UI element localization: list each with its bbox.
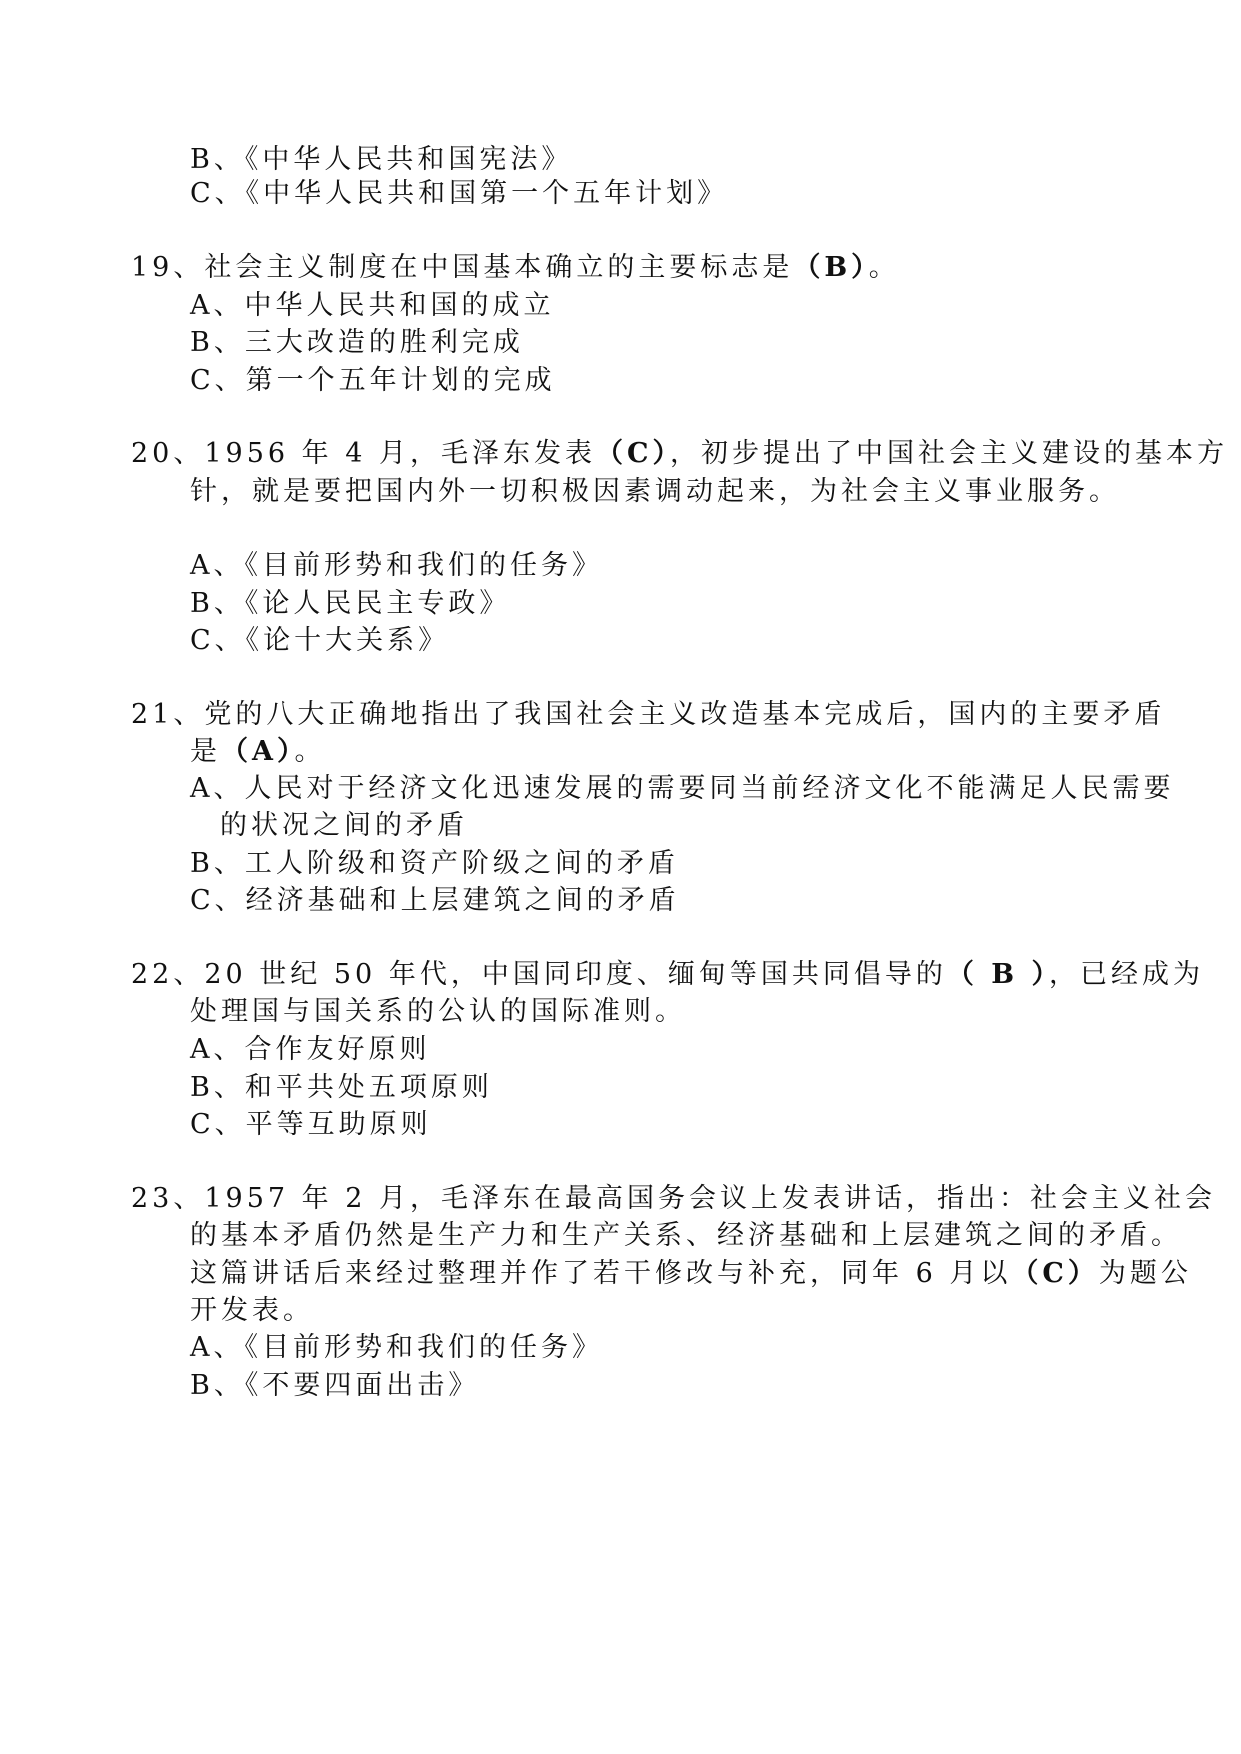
q23-option-b: B、《不要四面出击》	[190, 1370, 480, 1401]
q21-stem-line1: 21、党的八大正确地指出了我国社会主义改造基本完成后，国内的主要矛盾	[131, 699, 1166, 730]
q21-stem-end: 。	[294, 736, 326, 767]
q23-option-a: A、《目前形势和我们的任务》	[190, 1332, 603, 1363]
q23-stem-line4: 开发表。	[190, 1295, 314, 1326]
q22-answer: （ B ）	[946, 959, 1049, 990]
q21-option-c: C、经济基础和上层建筑之间的矛盾	[190, 885, 680, 916]
q18-option-b: B、《中华人民共和国宪法》	[190, 144, 573, 175]
q20-option-a: A、《目前形势和我们的任务》	[190, 550, 603, 581]
q19-stem-end: 。	[868, 252, 900, 283]
q22-option-b: B、和平共处五项原则	[190, 1072, 493, 1103]
q19-stem-text: 19、社会主义制度在中国基本确立的主要标志是	[131, 252, 794, 283]
q20-option-b: B、《论人民民主专政》	[190, 588, 511, 619]
q20-stem-line2: 针，就是要把国内外一切积极因素调动起来，为社会主义事业服务。	[190, 476, 1120, 507]
q22-option-c: C、平等互助原则	[190, 1109, 432, 1140]
q22-stem-line2: 处理国与国关系的公认的国际准则。	[190, 996, 686, 1027]
q20-stem-line1	[131, 436, 1228, 472]
q23-stem-line1: 23、1957 年 2 月，毛泽东在最高国务会议上发表讲话，指出：社会主义社会	[131, 1183, 1216, 1214]
q18-option-c: C、《中华人民共和国第一个五年计划》	[190, 178, 729, 209]
q21-stem-line2	[190, 734, 325, 770]
q23-stem-line2: 的基本矛盾仍然是生产力和生产关系、经济基础和上层建筑之间的矛盾。	[190, 1220, 1182, 1251]
q21-option-a-line2: 的状况之间的矛盾	[220, 810, 468, 841]
q21-answer: （A）	[221, 736, 295, 767]
q22-stem-line1	[131, 957, 1204, 993]
q19-option-a: A、中华人民共和国的成立	[190, 290, 555, 321]
q23-answer: （C）	[1011, 1258, 1099, 1289]
q21-option-b: B、工人阶级和资产阶级之间的矛盾	[190, 848, 679, 879]
q19-answer: （B）	[793, 252, 869, 283]
q22-stem-text: 22、20 世纪 50 年代，中国同印度、缅甸等国共同倡导的	[131, 959, 947, 990]
q22-option-a: A、合作友好原则	[190, 1034, 431, 1065]
q23-stem-text: 这篇讲话后来经过整理并作了若干修改与补充，同年 6 月以	[190, 1258, 1012, 1289]
q19-option-c: C、第一个五年计划的完成	[190, 365, 556, 396]
q21-option-a-line1: A、人民对于经济文化迅速发展的需要同当前经济文化不能满足人民需要	[190, 773, 1175, 804]
q20-stem-continued: ，初步提出了中国社会主义建设的基本方	[670, 438, 1228, 469]
q20-stem-text: 20、1956 年 4 月，毛泽东发表	[131, 438, 596, 469]
q21-stem-text: 是	[190, 736, 221, 767]
q19-option-b: B、三大改造的胜利完成	[190, 327, 524, 358]
q19-stem	[131, 250, 900, 286]
q22-stem-continued: ，已经成为	[1048, 959, 1204, 990]
q20-answer: （C）	[596, 438, 670, 469]
q23-stem-line3	[190, 1256, 1192, 1292]
q20-option-c: C、《论十大关系》	[190, 625, 450, 656]
q23-stem-continued: 为题公	[1098, 1258, 1192, 1289]
